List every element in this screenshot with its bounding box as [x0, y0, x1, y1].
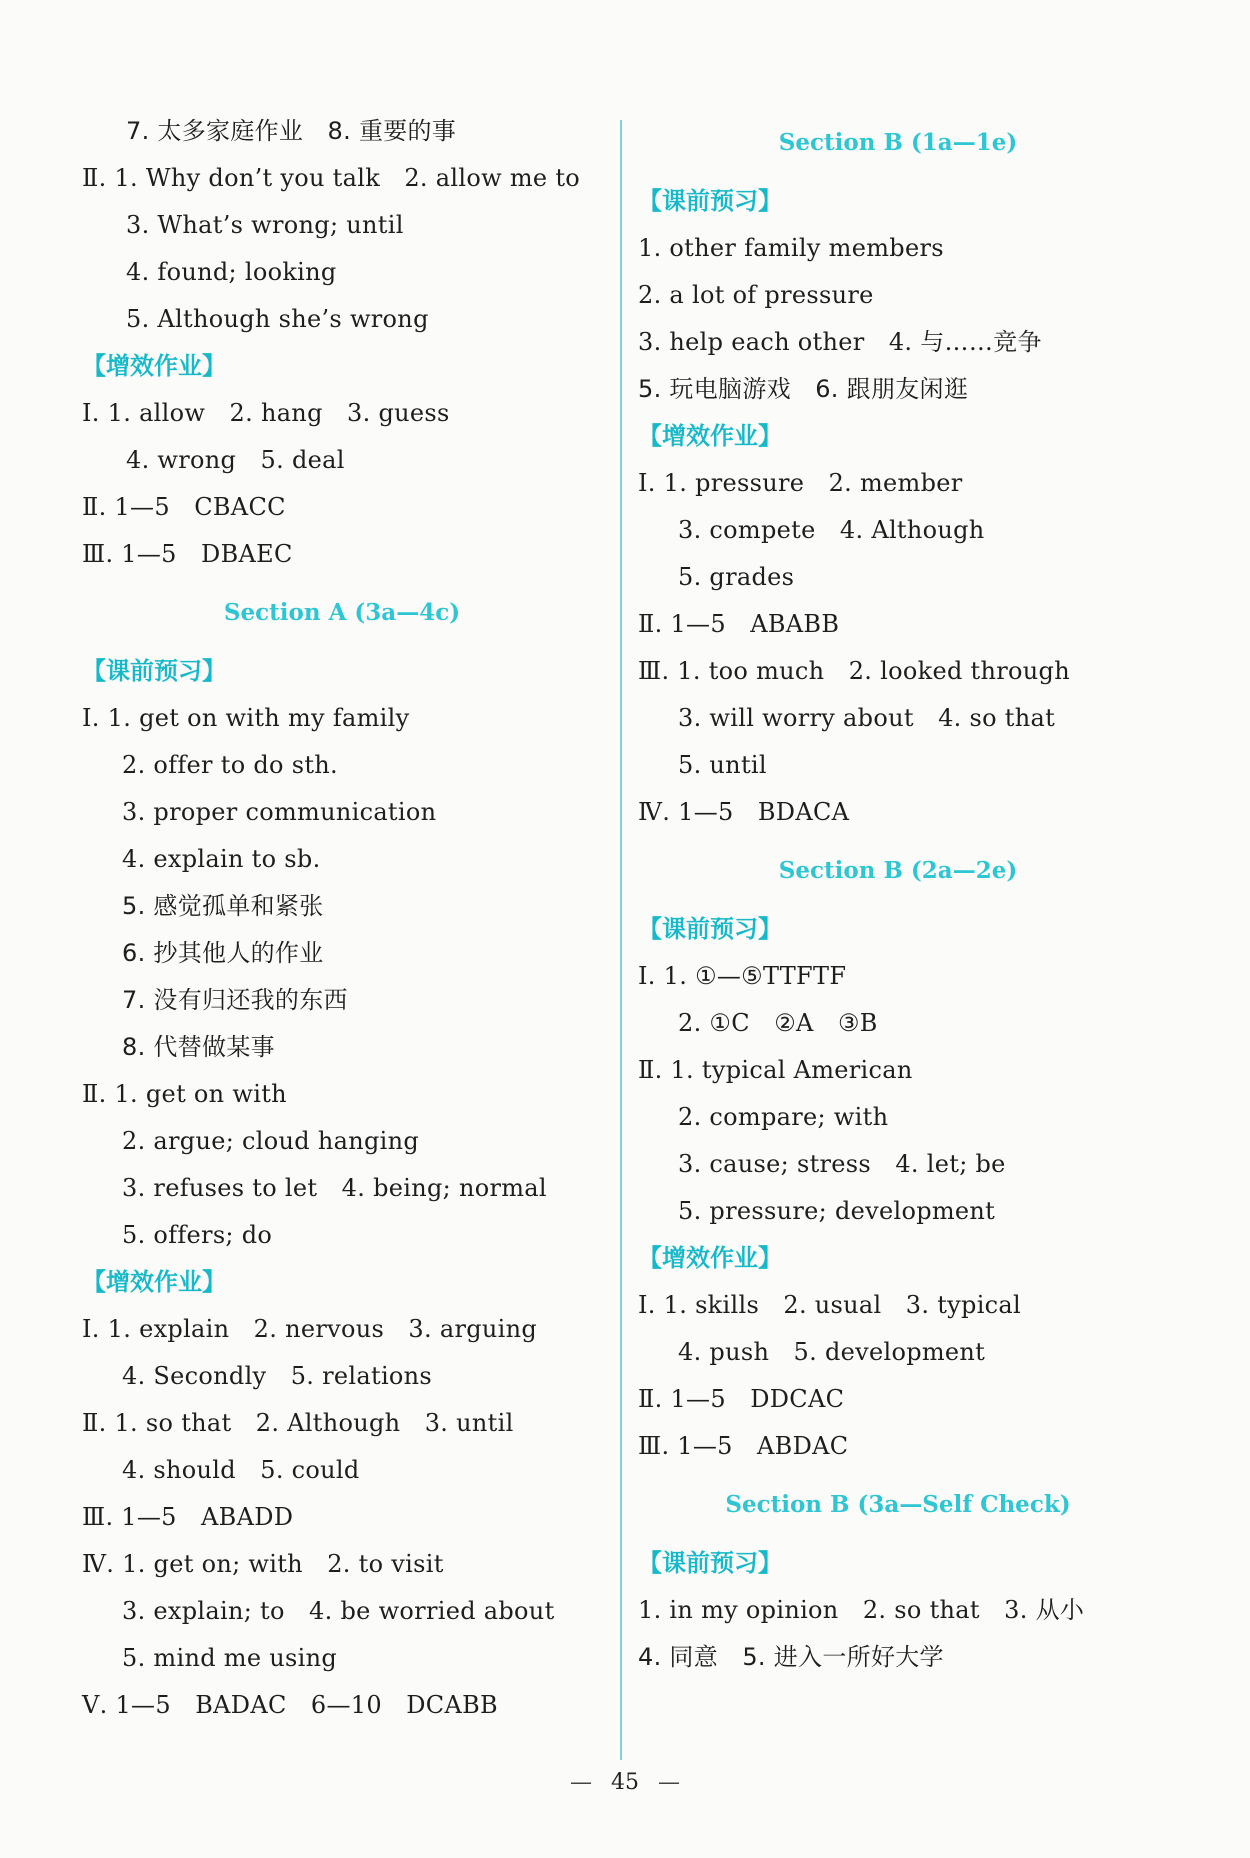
page-footer [0, 1770, 1250, 1795]
answer-line: 4. should 5. could [122, 1456, 360, 1484]
answer-line: Ⅳ. 1. get on; with 2. to visit [82, 1550, 444, 1578]
answer-line: 5. 感觉孤单和紧张 [122, 892, 324, 920]
answer-line: Ⅴ. 1—5 BADAC 6—10 DCABB [82, 1691, 498, 1719]
answer-line: 1. in my opinion 2. so that 3. 从小 [638, 1596, 1085, 1624]
answer-line: 7. 太多家庭作业 8. 重要的事 [126, 117, 457, 145]
footer-dash: — [570, 1770, 592, 1795]
answer-line: 5. grades [678, 563, 795, 591]
answer-line: 6. 抄其他人的作业 [122, 939, 324, 967]
answer-line: 4. explain to sb. [122, 845, 321, 873]
answer-line: 3. refuses to let 4. being; normal [122, 1174, 547, 1202]
answer-line: Ⅱ. 1—5 CBACC [82, 493, 286, 521]
answer-line: 2. offer to do sth. [122, 751, 338, 779]
answer-line: 4. push 5. development [678, 1338, 986, 1366]
answer-line: Ⅱ. 1. typical American [638, 1056, 913, 1084]
answer-line: 3. help each other 4. 与……竞争 [638, 328, 1042, 356]
answer-line: 2. compare; with [678, 1103, 889, 1131]
answer-line: 4. found; looking [126, 258, 337, 286]
answer-line: 1. other family members [638, 234, 944, 262]
section-tag: 【课前预习】 [638, 1549, 782, 1577]
column-divider [620, 120, 622, 1760]
answer-line: Ⅰ. 1. skills 2. usual 3. typical [638, 1291, 1022, 1319]
answer-line: 3. explain; to 4. be worried about [122, 1597, 555, 1625]
answer-line: Ⅱ. 1. get on with [82, 1080, 287, 1108]
section-tag: 【课前预习】 [638, 187, 782, 215]
section-tag: 【增效作业】 [82, 1268, 226, 1296]
answer-line: Ⅰ. 1. pressure 2. member [638, 469, 963, 497]
answer-line: 3. cause; stress 4. let; be [678, 1150, 1006, 1178]
answer-line: Ⅰ. 1. ①—⑤TTFTF [638, 962, 847, 990]
answer-line: Ⅲ. 1—5 ABADD [82, 1503, 294, 1531]
answer-line: Ⅰ. 1. get on with my family [82, 704, 410, 732]
section-tag: 【课前预习】 [638, 915, 782, 943]
answer-line: 5. until [678, 751, 767, 779]
answer-line: Ⅲ. 1—5 DBAEC [82, 540, 293, 568]
section-heading: Section A (3a—4c) [223, 599, 461, 626]
answer-line: 4. wrong 5. deal [126, 446, 345, 474]
section-heading: Section B (3a—Self Check) [725, 1491, 1071, 1518]
answer-line: 5. offers; do [122, 1221, 273, 1249]
answer-line: 2. a lot of pressure [638, 281, 874, 309]
left-column [82, 108, 602, 1729]
answer-line: Ⅲ. 1—5 ABDAC [638, 1432, 849, 1460]
answer-line: Ⅱ. 1. so that 2. Although 3. until [82, 1409, 514, 1437]
section-tag: 【增效作业】 [638, 422, 782, 450]
answer-line: 2. ①C ②A ③B [678, 1009, 878, 1037]
answer-line: 3. proper communication [122, 798, 437, 826]
section-heading: Section B (2a—2e) [778, 857, 1018, 884]
answer-line: 5. mind me using [122, 1644, 338, 1672]
answer-line: 5. Although she’s wrong [126, 305, 429, 333]
answer-line: Ⅱ. 1—5 DDCAC [638, 1385, 845, 1413]
answer-line: Ⅲ. 1. too much 2. looked through [638, 657, 1070, 685]
section-tag: 【课前预习】 [82, 657, 226, 685]
answer-line: Ⅰ. 1. allow 2. hang 3. guess [82, 399, 450, 427]
answer-line: 4. 同意 5. 进入一所好大学 [638, 1643, 944, 1671]
footer-dash: — [658, 1770, 680, 1795]
answer-line: 5. pressure; development [678, 1197, 996, 1225]
answer-line: Ⅳ. 1—5 BDACA [638, 798, 850, 826]
answer-line: 3. compete 4. Although [678, 516, 985, 544]
answer-line: 5. 玩电脑游戏 6. 跟朋友闲逛 [638, 375, 969, 403]
answer-line: Ⅰ. 1. explain 2. nervous 3. arguing [82, 1315, 538, 1343]
answer-line: 4. Secondly 5. relations [122, 1362, 433, 1390]
answer-line: 7. 没有归还我的东西 [122, 986, 348, 1014]
section-heading: Section B (1a—1e) [778, 129, 1018, 156]
page-number: 45 [611, 1770, 639, 1795]
section-tag: 【增效作业】 [638, 1244, 782, 1272]
right-column [638, 108, 1158, 1681]
answer-line: Ⅱ. 1—5 ABABB [638, 610, 840, 638]
answer-line: Ⅱ. 1. Why don’t you talk 2. allow me to [82, 164, 581, 192]
section-tag: 【增效作业】 [82, 352, 226, 380]
answer-line: 3. What’s wrong; until [126, 211, 404, 239]
answer-line: 2. argue; cloud hanging [122, 1127, 420, 1155]
answer-line: 8. 代替做某事 [122, 1033, 275, 1061]
answer-line: 3. will worry about 4. so that [678, 704, 1056, 732]
